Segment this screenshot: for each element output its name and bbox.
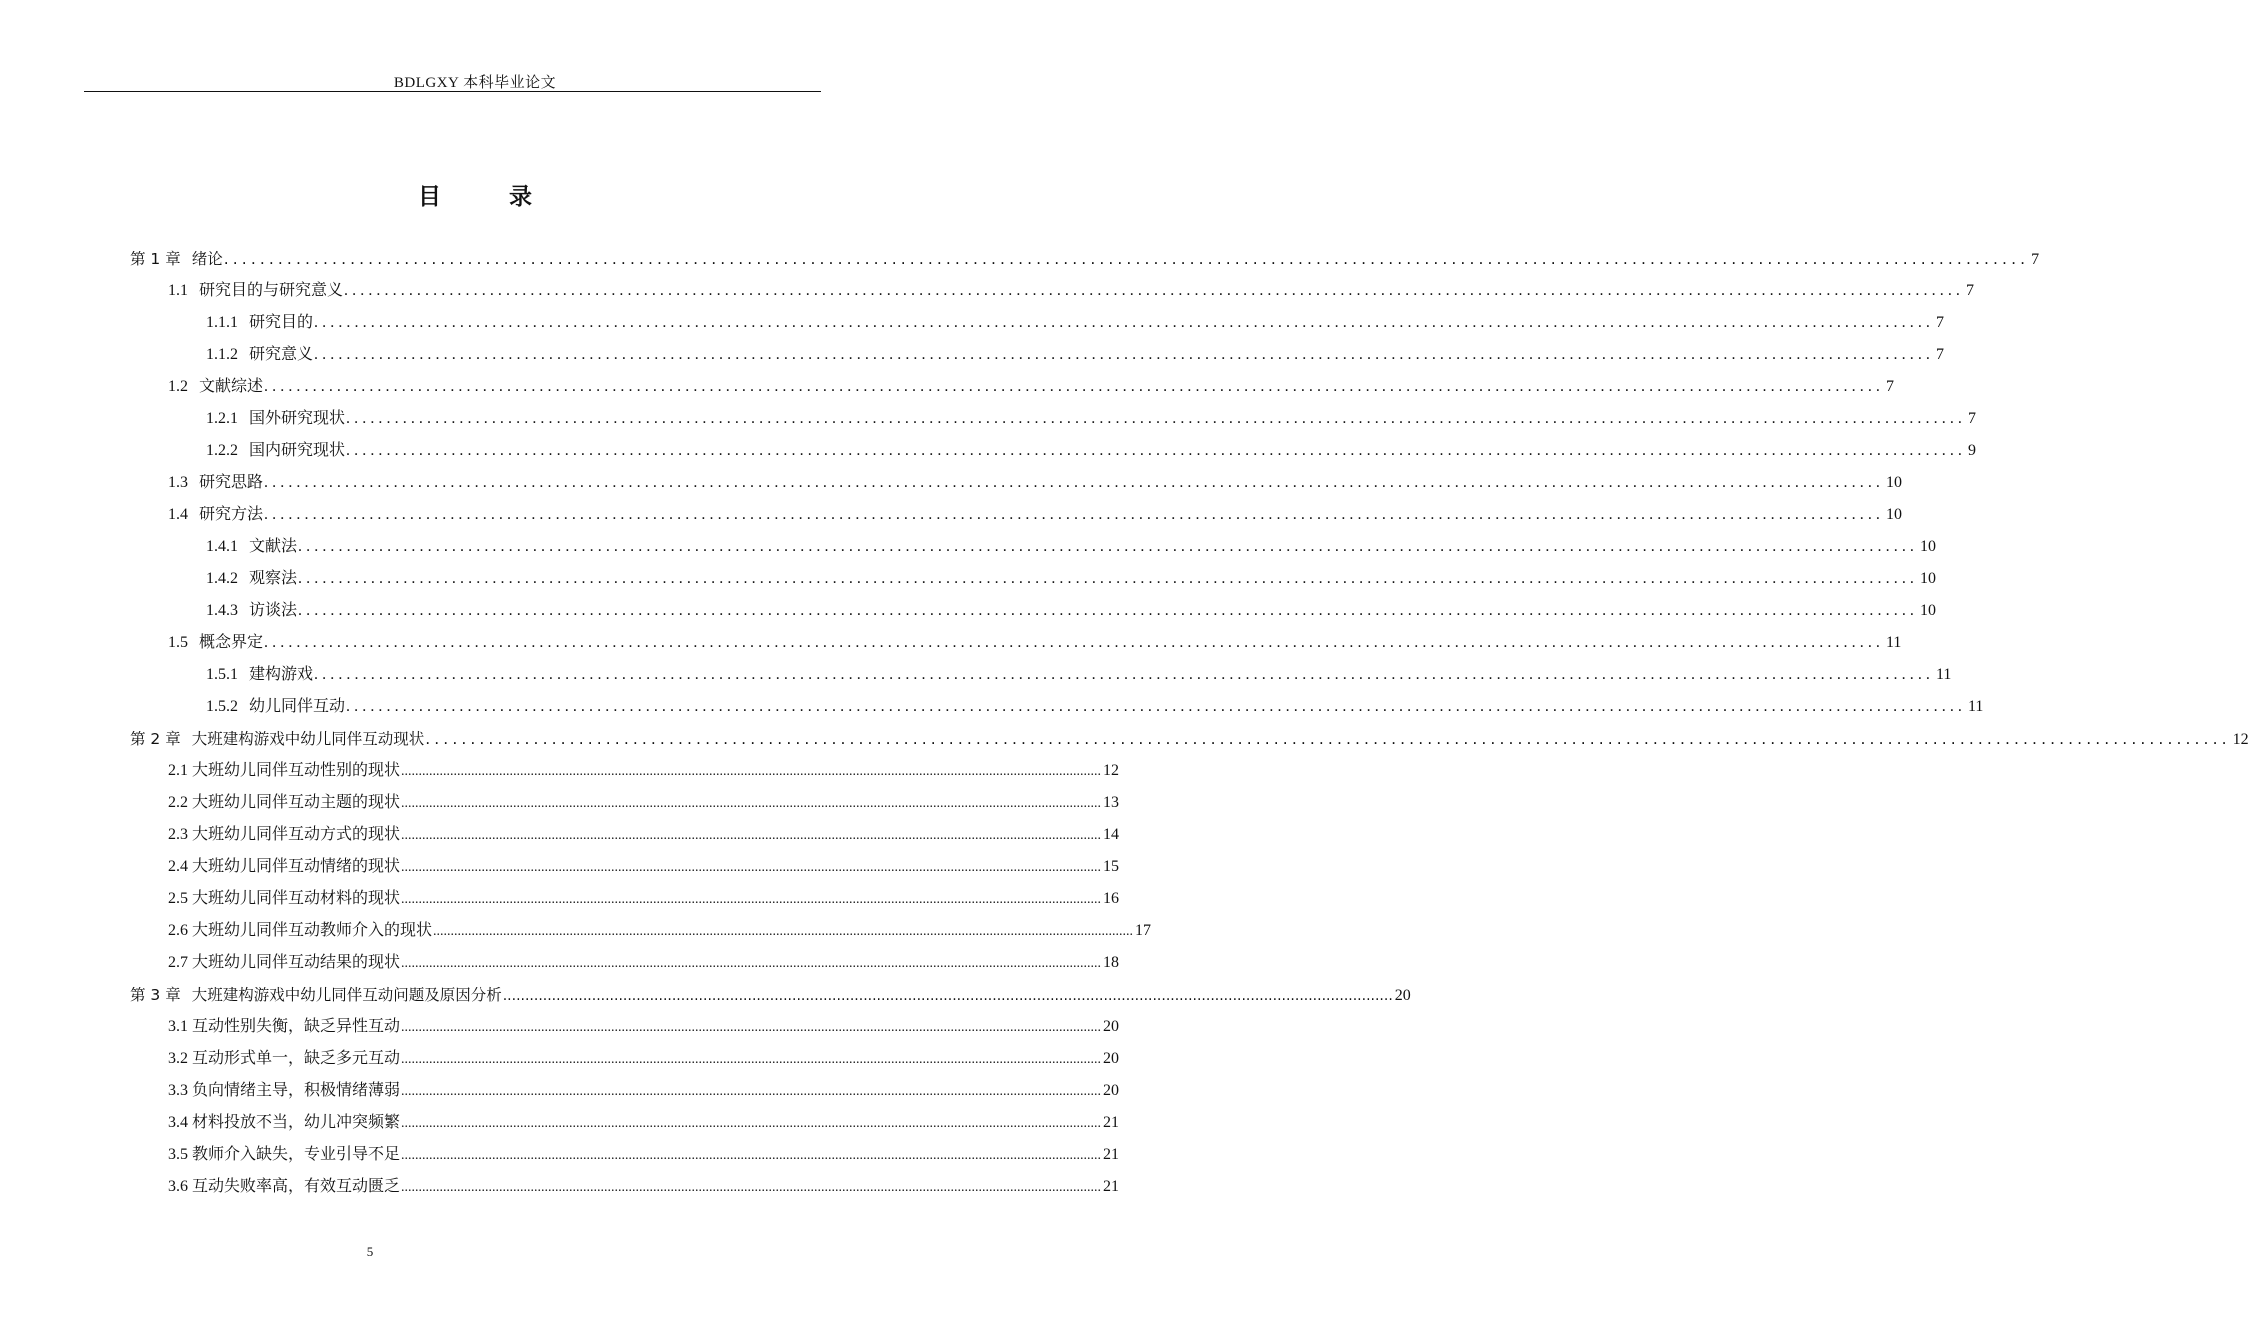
toc-dot-leader: ........................................................................................................................................................................................................ bbox=[401, 764, 1102, 779]
toc-entry-page: 10 bbox=[1886, 506, 1903, 523]
toc-entry[interactable] bbox=[168, 275, 1975, 307]
toc-entry-title: 访谈法 bbox=[249, 602, 298, 619]
toc-entry-page: 21 bbox=[1103, 1178, 1120, 1195]
toc-entry-page: 21 bbox=[1103, 1114, 1120, 1131]
toc-entry-page: 7 bbox=[1966, 282, 1975, 299]
toc-entry[interactable] bbox=[168, 1171, 1120, 1203]
toc-entry-title: 国外研究现状 bbox=[249, 410, 346, 427]
toc-entry-page: 10 bbox=[1920, 602, 1937, 619]
toc-entry-page: 10 bbox=[1920, 538, 1937, 555]
toc-entry-number: 1.2.1 bbox=[206, 410, 238, 427]
toc-entry-title: 文献法 bbox=[249, 538, 298, 555]
toc-entry-page: 21 bbox=[1103, 1146, 1120, 1163]
toc-dot-leader: ........................................................................................................................................................................................................ bbox=[401, 892, 1102, 907]
toc-dot-leader: ........................................................................................................................................................................................................ bbox=[346, 442, 1967, 459]
toc-entry-page: 9 bbox=[1968, 442, 1977, 459]
toc-dot-leader: ........................................................................................................................................................................................................ bbox=[223, 250, 2030, 268]
toc-entry-title: 3.4 材料投放不当，幼儿冲突频繁 bbox=[168, 1114, 401, 1131]
toc-entry-title: 2.2 大班幼儿同伴互动主题的现状 bbox=[168, 794, 401, 811]
toc-dot-leader: ........................................................................................................................................................................................................ bbox=[401, 1052, 1102, 1067]
toc-entry-page: 7 bbox=[1936, 346, 1945, 363]
toc-dot-leader: ........................................................................................................................................................................................................ bbox=[401, 796, 1102, 811]
toc-dot-leader: ........................................................................................................................................................................................................ bbox=[264, 634, 1885, 651]
toc-entry-page: 20 bbox=[1103, 1050, 1120, 1067]
toc-dot-leader: ........................................................................................................................................................................................................ bbox=[314, 314, 1935, 331]
header-rule bbox=[84, 91, 821, 92]
toc-entry-title: 建构游戏 bbox=[249, 666, 314, 683]
toc-entry-title: 研究意义 bbox=[249, 346, 314, 363]
toc-entry-page: 20 bbox=[1394, 987, 1411, 1004]
toc-entry-page: 14 bbox=[1103, 826, 1120, 843]
toc-entry-number: 1.1.1 bbox=[206, 314, 238, 331]
toc-entry-page: 11 bbox=[1886, 634, 1902, 651]
toc-title: 目 录 bbox=[417, 184, 562, 210]
toc-entry[interactable] bbox=[130, 243, 2040, 275]
toc-dot-leader: ........................................................................................................................................................................................................ bbox=[264, 474, 1885, 491]
toc-entry-page: 11 bbox=[1936, 666, 1952, 683]
toc-entry[interactable] bbox=[168, 499, 1903, 531]
toc-entry[interactable] bbox=[168, 947, 1120, 979]
toc-entry-page: 16 bbox=[1103, 890, 1120, 907]
toc-entry-title: 研究目的 bbox=[249, 314, 314, 331]
toc-entry[interactable] bbox=[206, 435, 1977, 467]
toc-entry[interactable] bbox=[168, 467, 1903, 499]
toc-entry-number: 1.2.2 bbox=[206, 442, 238, 459]
toc-entry-number: 1.4 bbox=[168, 506, 188, 523]
toc-entry-number: 第 2 章 bbox=[130, 730, 181, 748]
toc-entry[interactable] bbox=[168, 371, 1895, 403]
toc-entry[interactable] bbox=[168, 851, 1120, 883]
toc-dot-leader: ........................................................................................................................................................................................................ bbox=[401, 1180, 1102, 1195]
toc-entry-title: 绪论 bbox=[191, 250, 223, 268]
toc-entry[interactable] bbox=[206, 307, 1945, 339]
toc-entry-title: 文献综述 bbox=[199, 378, 264, 395]
toc-entry[interactable] bbox=[206, 691, 1984, 723]
toc-entry-number: 1.4.3 bbox=[206, 602, 238, 619]
toc-entry-page: 7 bbox=[1886, 378, 1895, 395]
toc-entry-number: 1.1.2 bbox=[206, 346, 238, 363]
toc-entry-number: 1.5 bbox=[168, 634, 188, 651]
toc-entry[interactable] bbox=[168, 819, 1120, 851]
toc-dot-leader: ........................................................................................................................................................................................................ bbox=[425, 730, 2231, 748]
toc-entry[interactable] bbox=[130, 979, 1411, 1011]
toc-entry-title: 大班建构游戏中幼儿同伴互动问题及原因分析 bbox=[191, 986, 502, 1004]
toc-entry[interactable] bbox=[206, 659, 1952, 691]
toc-entry-page: 12 bbox=[2232, 731, 2249, 748]
toc-entry[interactable] bbox=[206, 339, 1945, 371]
toc-entry-page: 20 bbox=[1103, 1018, 1120, 1035]
toc-dot-leader: ........................................................................................................................................................................................................ bbox=[344, 282, 1965, 299]
toc-entry[interactable] bbox=[168, 627, 1902, 659]
running-header: BDLGXY 本科毕业论文 bbox=[393, 75, 557, 91]
toc-entry-title: 2.3 大班幼儿同伴互动方式的现状 bbox=[168, 826, 401, 843]
toc-entry-title: 3.5 教师介入缺失，专业引导不足 bbox=[168, 1146, 401, 1163]
toc-entry-title: 2.7 大班幼儿同伴互动结果的现状 bbox=[168, 954, 401, 971]
toc-entry[interactable] bbox=[168, 1139, 1120, 1171]
toc-entry-page: 20 bbox=[1103, 1082, 1120, 1099]
toc-dot-leader: ........................................................................................................................................................................................................ bbox=[401, 956, 1102, 971]
toc-dot-leader: ........................................................................................................................................................................................................ bbox=[298, 570, 1919, 587]
toc-entry-title: 3.1 互动性别失衡，缺乏异性互动 bbox=[168, 1018, 401, 1035]
toc-entry[interactable] bbox=[206, 595, 1937, 627]
toc-entry-number: 1.4.1 bbox=[206, 538, 238, 555]
toc-entry[interactable] bbox=[130, 723, 2249, 755]
toc-entry-page: 15 bbox=[1103, 858, 1120, 875]
page-number: 5 bbox=[366, 1244, 374, 1259]
toc-entry-number: 1.3 bbox=[168, 474, 188, 491]
toc-entry-number: 第 3 章 bbox=[130, 986, 181, 1004]
toc-dot-leader: ........................................................................................................................................................................................................ bbox=[433, 924, 1134, 939]
toc-dot-leader: ........................................................................................................................................................................................................ bbox=[298, 538, 1919, 555]
toc-entry-title: 大班建构游戏中幼儿同伴互动现状 bbox=[191, 730, 425, 748]
toc-entry-title: 2.5 大班幼儿同伴互动材料的现状 bbox=[168, 890, 401, 907]
toc-entry[interactable] bbox=[168, 787, 1120, 819]
toc-entry-title: 幼儿同伴互动 bbox=[249, 698, 346, 715]
toc-dot-leader: ........................................................................................................................................................................................................ bbox=[401, 1020, 1102, 1035]
toc-dot-leader: ........................................................................................................................................................................................................ bbox=[346, 698, 1967, 715]
toc-entry-page: 7 bbox=[2031, 251, 2040, 268]
toc-entry[interactable] bbox=[168, 883, 1120, 915]
toc-entry[interactable] bbox=[168, 1075, 1120, 1107]
toc-entry-title: 研究思路 bbox=[199, 474, 264, 491]
toc-dot-leader: ........................................................................................................................................................................................................ bbox=[401, 1116, 1102, 1131]
toc-entry-title: 研究方法 bbox=[199, 506, 264, 523]
toc-entry-page: 18 bbox=[1103, 954, 1120, 971]
toc-entry[interactable] bbox=[168, 1107, 1120, 1139]
toc-entry-number: 第 1 章 bbox=[130, 250, 181, 268]
toc-dot-leader: ........................................................................................................................................................................................................ bbox=[346, 410, 1967, 427]
toc-entry[interactable] bbox=[206, 403, 1977, 435]
toc-entry-title: 研究目的与研究意义 bbox=[199, 282, 344, 299]
toc-entry-page: 7 bbox=[1968, 410, 1977, 427]
toc-entry-title: 2.6 大班幼儿同伴互动教师介入的现状 bbox=[168, 922, 433, 939]
toc-entry-title: 2.1 大班幼儿同伴互动性别的现状 bbox=[168, 762, 401, 779]
toc-entry-title: 观察法 bbox=[249, 570, 298, 587]
toc-entry[interactable] bbox=[168, 755, 1120, 787]
toc-entry-page: 10 bbox=[1920, 570, 1937, 587]
toc-dot-leader: ........................................................................................................................................................................................................ bbox=[314, 346, 1935, 363]
toc-entry-number: 1.2 bbox=[168, 378, 188, 395]
toc-dot-leader: ........................................................................................................................................................................................................ bbox=[298, 602, 1919, 619]
toc-entry[interactable] bbox=[168, 1043, 1120, 1075]
toc-entry-title: 3.2 互动形式单一，缺乏多元互动 bbox=[168, 1050, 401, 1067]
toc-entry[interactable] bbox=[206, 531, 1937, 563]
toc-entry-title: 概念界定 bbox=[199, 634, 264, 651]
toc-entry[interactable] bbox=[168, 1011, 1120, 1043]
toc-entry-title: 2.4 大班幼儿同伴互动情绪的现状 bbox=[168, 858, 401, 875]
toc-entry-title: 3.6 互动失败率高，有效互动匮乏 bbox=[168, 1178, 401, 1195]
toc-entry[interactable] bbox=[206, 563, 1937, 595]
toc-dot-leader: ........................................................................................................................................................................................................ bbox=[401, 1084, 1102, 1099]
toc-entry-title: 3.3 负向情绪主导，积极情绪薄弱 bbox=[168, 1082, 401, 1099]
toc-dot-leader: ........................................................................................................................................................................................................ bbox=[401, 860, 1102, 875]
toc-dot-leader: ........................................................................................................................................................................................................ bbox=[401, 1148, 1102, 1163]
toc-entry[interactable] bbox=[168, 915, 1152, 947]
toc-entry-page: 10 bbox=[1886, 474, 1903, 491]
toc-entry-page: 17 bbox=[1135, 922, 1152, 939]
toc-entry-number: 1.1 bbox=[168, 282, 188, 299]
toc-entry-title: 国内研究现状 bbox=[249, 442, 346, 459]
toc-dot-leader: ........................................................................................................................................................................................................ bbox=[314, 666, 1935, 683]
toc-entry-page: 11 bbox=[1968, 698, 1984, 715]
toc-dot-leader: ........................................................................................................................................................................................................ bbox=[264, 506, 1885, 523]
toc-entry-number: 1.5.1 bbox=[206, 666, 238, 683]
toc-dot-leader: ........................................................................................................................................................................................................ bbox=[264, 378, 1885, 395]
toc-dot-leader: ........................................................................................................................................................................................................ bbox=[502, 988, 1393, 1004]
toc-entry-page: 7 bbox=[1936, 314, 1945, 331]
toc-entry-number: 1.4.2 bbox=[206, 570, 238, 587]
toc-entry-number: 1.5.2 bbox=[206, 698, 238, 715]
toc-entry-page: 12 bbox=[1103, 762, 1120, 779]
toc-entry-page: 13 bbox=[1103, 794, 1120, 811]
toc-dot-leader: ........................................................................................................................................................................................................ bbox=[401, 828, 1102, 843]
